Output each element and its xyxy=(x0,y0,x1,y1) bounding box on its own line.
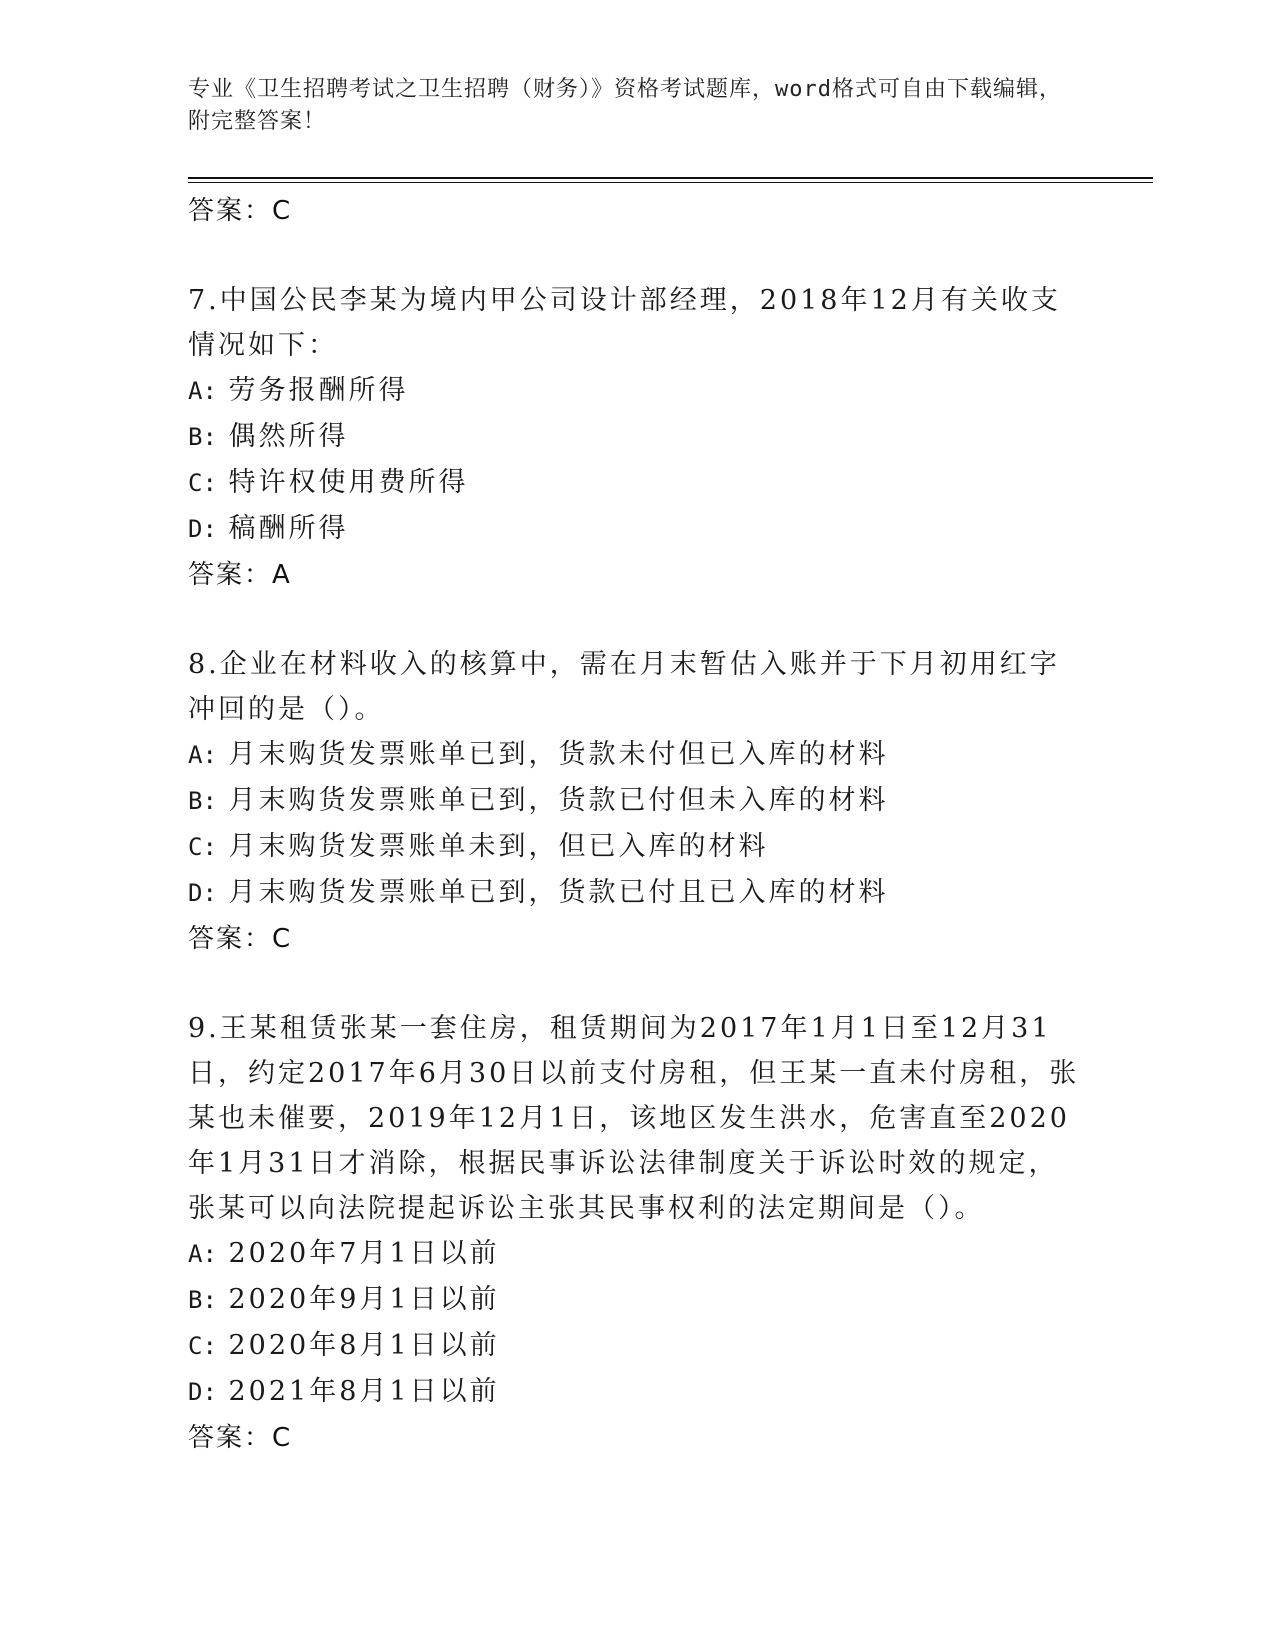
option-b xyxy=(188,1277,1088,1323)
option-text: 2020年7月1日以前 xyxy=(228,1238,500,1269)
option-d xyxy=(188,506,1088,552)
option-d xyxy=(188,1369,1088,1415)
option-text: 2020年9月1日以前 xyxy=(228,1284,500,1315)
option-letter: B: xyxy=(188,1286,217,1314)
answer-line: 答案：A xyxy=(188,560,292,590)
option-letter: D: xyxy=(188,1378,217,1406)
question-text: 9.王某租赁张某一套住房，租赁期间为2017年1月1日至12月31日，约定2017年6月30日以前支付房租，但王某一直未付房租，张某也未催要，2019年12月1日，该地区发生洪水，危害直至2020年1月31日才消除，根据民事诉讼法律制度关于诉讼时效的规定，张某可以向法院提起诉讼主张其民事权利的法定期间是（）。 xyxy=(188,1013,1080,1224)
option-text: 劳务报酬所得 xyxy=(228,375,409,406)
question-block xyxy=(188,1006,1088,1461)
option-text: 月末购货发票账单未到，但已入库的材料 xyxy=(228,831,769,862)
option-c xyxy=(188,1323,1088,1369)
option-text: 稿酬所得 xyxy=(228,513,349,544)
option-letter: A: xyxy=(188,1240,217,1268)
option-letter: A: xyxy=(188,377,217,405)
option-letter: B: xyxy=(188,787,217,815)
option-text: 2020年8月1日以前 xyxy=(228,1330,500,1361)
question-text: 8.企业在材料收入的核算中，需在月末暂估入账并于下月初用红字冲回的是（）。 xyxy=(188,649,1060,725)
option-text: 特许权使用费所得 xyxy=(228,467,469,498)
option-a xyxy=(188,732,1088,778)
question-block xyxy=(188,642,1088,962)
option-d xyxy=(188,870,1088,916)
question-block xyxy=(188,278,1088,598)
option-text: 2021年8月1日以前 xyxy=(228,1376,500,1407)
option-b xyxy=(188,778,1088,824)
option-a xyxy=(188,368,1088,414)
header-rule-thick xyxy=(188,177,1153,179)
option-c xyxy=(188,460,1088,506)
answer-line: 答案：C xyxy=(188,196,293,226)
option-a xyxy=(188,1231,1088,1277)
option-text: 月末购货发票账单已到，货款已付但未入库的材料 xyxy=(228,785,889,816)
document-header: 专业《卫生招聘考试之卫生招聘（财务）》资格考试题库，word格式可自由下载编辑，附完整答案！ xyxy=(188,77,1062,134)
option-text: 偶然所得 xyxy=(228,421,349,452)
document-body xyxy=(188,188,1088,1461)
option-letter: C: xyxy=(188,1332,217,1360)
option-letter: B: xyxy=(188,423,217,451)
option-text: 月末购货发票账单已到，货款已付且已入库的材料 xyxy=(228,877,889,908)
header-rule-thin xyxy=(188,182,1153,183)
option-letter: D: xyxy=(188,879,217,907)
option-letter: A: xyxy=(188,741,217,769)
option-letter: C: xyxy=(188,469,217,497)
option-b xyxy=(188,414,1088,460)
question-text: 7.中国公民李某为境内甲公司设计部经理，2018年12月有关收支情况如下： xyxy=(188,285,1061,361)
option-letter: D: xyxy=(188,515,217,543)
option-text: 月末购货发票账单已到，货款未付但已入库的材料 xyxy=(228,739,889,770)
answer-line: 答案：C xyxy=(188,1423,293,1453)
option-c xyxy=(188,824,1088,870)
option-letter: C: xyxy=(188,833,217,861)
answer-line: 答案：C xyxy=(188,924,293,954)
